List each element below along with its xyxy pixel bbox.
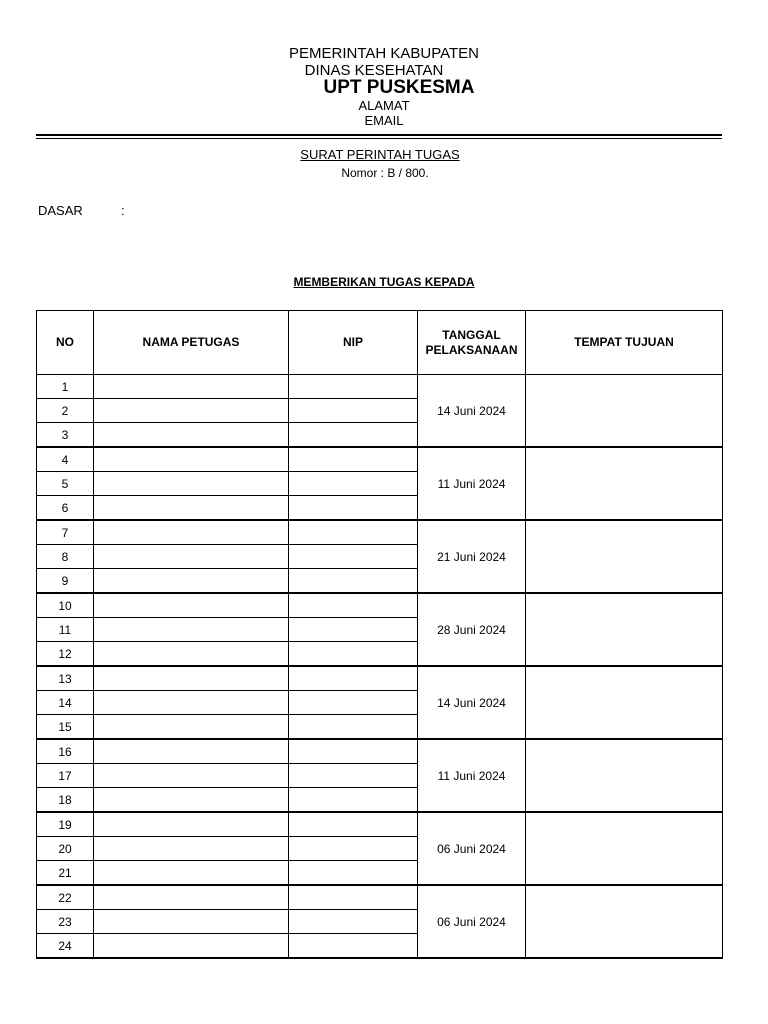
table-row <box>37 666 723 691</box>
nama-petugas-cell[interactable] <box>94 691 289 715</box>
table-row <box>37 739 723 764</box>
tanggal-cell: 21 Juni 2024 <box>418 520 526 593</box>
row-number: 18 <box>37 788 94 813</box>
table-row <box>37 375 723 399</box>
header-address: ALAMAT <box>358 98 410 113</box>
tanggal-cell: 11 Juni 2024 <box>418 739 526 812</box>
row-number: 9 <box>37 569 94 594</box>
table-row <box>37 447 723 472</box>
table-header-row <box>37 311 723 375</box>
tempat-tujuan-cell[interactable] <box>526 593 723 666</box>
nama-petugas-cell[interactable] <box>94 812 289 837</box>
nama-petugas-cell[interactable] <box>94 447 289 472</box>
nama-petugas-cell[interactable] <box>94 885 289 910</box>
tanggal-cell: 06 Juni 2024 <box>418 812 526 885</box>
nip-cell[interactable] <box>289 496 418 521</box>
row-number: 12 <box>37 642 94 667</box>
row-number: 24 <box>37 934 94 959</box>
header-email: EMAIL <box>364 113 404 128</box>
nip-cell[interactable] <box>289 764 418 788</box>
nip-cell[interactable] <box>289 934 418 959</box>
tanggal-cell: 28 Juni 2024 <box>418 593 526 666</box>
header-government: PEMERINTAH KABUPATEN <box>288 45 480 62</box>
nama-petugas-cell[interactable] <box>94 837 289 861</box>
nip-cell[interactable] <box>289 715 418 740</box>
nama-petugas-cell[interactable] <box>94 423 289 448</box>
row-number: 19 <box>37 812 94 837</box>
nip-cell[interactable] <box>289 812 418 837</box>
tanggal-cell: 14 Juni 2024 <box>418 666 526 739</box>
nama-petugas-cell[interactable] <box>94 739 289 764</box>
tempat-tujuan-cell[interactable] <box>526 375 723 448</box>
nip-cell[interactable] <box>289 375 418 399</box>
nama-petugas-cell[interactable] <box>94 569 289 594</box>
header-tempat-tujuan: TEMPAT TUJUAN <box>526 311 723 375</box>
table-row <box>37 593 723 618</box>
row-number: 1 <box>37 375 94 399</box>
row-number: 17 <box>37 764 94 788</box>
row-number: 2 <box>37 399 94 423</box>
nip-cell[interactable] <box>289 423 418 448</box>
nip-cell[interactable] <box>289 910 418 934</box>
nama-petugas-cell[interactable] <box>94 593 289 618</box>
row-number: 22 <box>37 885 94 910</box>
row-number: 21 <box>37 861 94 886</box>
row-number: 14 <box>37 691 94 715</box>
nama-petugas-cell[interactable] <box>94 520 289 545</box>
nama-petugas-cell[interactable] <box>94 715 289 740</box>
row-number: 11 <box>37 618 94 642</box>
nip-cell[interactable] <box>289 447 418 472</box>
nip-cell[interactable] <box>289 399 418 423</box>
nama-petugas-cell[interactable] <box>94 618 289 642</box>
header-nip: NIP <box>289 311 418 375</box>
nama-petugas-cell[interactable] <box>94 375 289 399</box>
row-number: 20 <box>37 837 94 861</box>
nama-petugas-cell[interactable] <box>94 934 289 959</box>
table-row <box>37 885 723 910</box>
nip-cell[interactable] <box>289 642 418 667</box>
row-number: 8 <box>37 545 94 569</box>
tempat-tujuan-cell[interactable] <box>526 520 723 593</box>
nip-cell[interactable] <box>289 837 418 861</box>
tempat-tujuan-cell[interactable] <box>526 447 723 520</box>
header-department: DINAS KESEHATAN <box>304 62 444 79</box>
dasar-colon: : <box>121 203 125 218</box>
row-number: 5 <box>37 472 94 496</box>
row-number: 10 <box>37 593 94 618</box>
row-number: 13 <box>37 666 94 691</box>
letter-title: SURAT PERINTAH TUGAS <box>300 147 460 162</box>
tempat-tujuan-cell[interactable] <box>526 885 723 958</box>
nama-petugas-cell[interactable] <box>94 642 289 667</box>
nama-petugas-cell[interactable] <box>94 788 289 813</box>
nip-cell[interactable] <box>289 885 418 910</box>
table-body <box>37 375 723 959</box>
nip-cell[interactable] <box>289 788 418 813</box>
tempat-tujuan-cell[interactable] <box>526 812 723 885</box>
assignment-table <box>36 310 723 959</box>
nama-petugas-cell[interactable] <box>94 496 289 521</box>
nip-cell[interactable] <box>289 666 418 691</box>
row-number: 3 <box>37 423 94 448</box>
header-nama-petugas: NAMA PETUGAS <box>94 311 289 375</box>
row-number: 4 <box>37 447 94 472</box>
nama-petugas-cell[interactable] <box>94 666 289 691</box>
header-tanggal-pelaksanaan: TANGGAL PELAKSANAAN <box>418 311 526 375</box>
tempat-tujuan-cell[interactable] <box>526 666 723 739</box>
dasar-label: DASAR <box>38 203 83 218</box>
nama-petugas-cell[interactable] <box>94 399 289 423</box>
header-institution: UPT PUSKESMA <box>323 77 475 98</box>
assignment-heading: MEMBERIKAN TUGAS KEPADA <box>293 275 475 289</box>
nip-cell[interactable] <box>289 593 418 618</box>
tanggal-cell: 11 Juni 2024 <box>418 447 526 520</box>
nip-cell[interactable] <box>289 520 418 545</box>
nip-cell[interactable] <box>289 618 418 642</box>
nama-petugas-cell[interactable] <box>94 910 289 934</box>
row-number: 7 <box>37 520 94 545</box>
nama-petugas-cell[interactable] <box>94 472 289 496</box>
tanggal-cell: 06 Juni 2024 <box>418 885 526 958</box>
nip-cell[interactable] <box>289 545 418 569</box>
row-number: 6 <box>37 496 94 521</box>
tempat-tujuan-cell[interactable] <box>526 739 723 812</box>
nip-cell[interactable] <box>289 861 418 886</box>
table-row <box>37 520 723 545</box>
nip-cell[interactable] <box>289 569 418 594</box>
letter-number: Nomor : B / 800. <box>341 166 429 180</box>
nip-cell[interactable] <box>289 739 418 764</box>
header-no: NO <box>37 311 94 375</box>
table-row <box>37 812 723 837</box>
nip-cell[interactable] <box>289 691 418 715</box>
header-divider-thick <box>36 134 722 136</box>
tanggal-cell: 14 Juni 2024 <box>418 375 526 448</box>
nama-petugas-cell[interactable] <box>94 764 289 788</box>
nama-petugas-cell[interactable] <box>94 545 289 569</box>
row-number: 23 <box>37 910 94 934</box>
nip-cell[interactable] <box>289 472 418 496</box>
header-divider-thin <box>36 138 722 139</box>
nama-petugas-cell[interactable] <box>94 861 289 886</box>
row-number: 16 <box>37 739 94 764</box>
row-number: 15 <box>37 715 94 740</box>
